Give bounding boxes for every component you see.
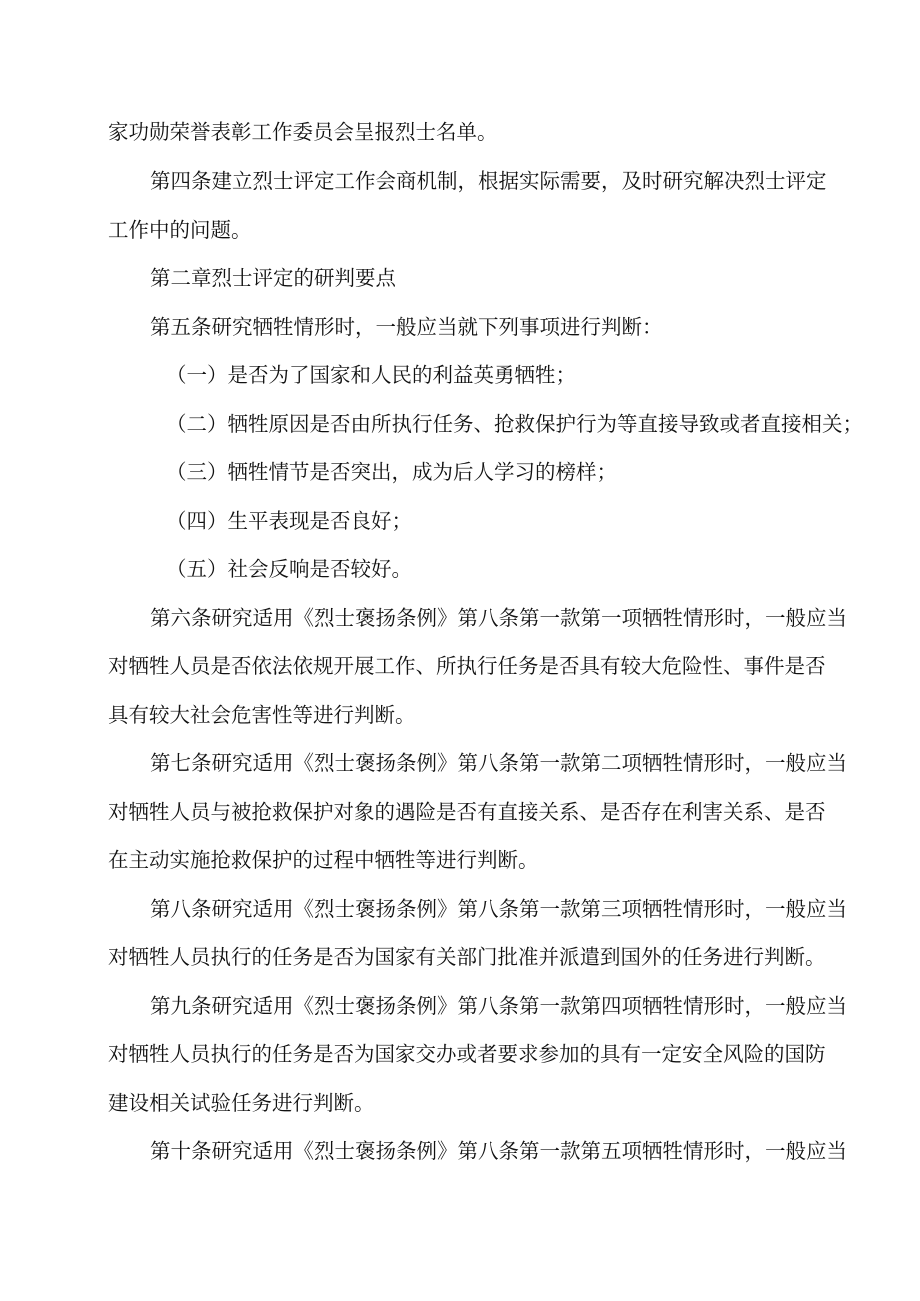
text-line: 家功勋荣誉表彰工作委员会呈报烈士名单。 [108, 120, 498, 144]
text-line: 具有较大社会危害性等进行判断。 [108, 703, 416, 727]
text-line: 在主动实施抢救保护的过程中牺牲等进行判断。 [108, 848, 539, 872]
text-line: 建设相关试验任务进行判断。 [108, 1091, 375, 1115]
text-line: 第九条研究适用《烈士褒扬条例》第八条第一款第四项牺牲情形时，一般应当 [150, 994, 847, 1018]
text-line: 第六条研究适用《烈士褒扬条例》第八条第一款第一项牺牲情形时，一般应当 [150, 606, 847, 630]
text-line: 对牺牲人员与被抢救保护对象的遇险是否有直接关系、是否存在利害关系、是否 [108, 800, 826, 824]
text-line: 工作中的问题。 [108, 218, 252, 242]
text-line: 第八条研究适用《烈士褒扬条例》第八条第一款第三项牺牲情形时，一般应当 [150, 897, 847, 921]
text-line: 第四条建立烈士评定工作会商机制，根据实际需要，及时研究解决烈士评定 [150, 169, 827, 193]
text-line: 对牺牲人员是否依法依规开展工作、所执行任务是否具有较大危险性、事件是否 [108, 654, 826, 678]
list-item: （三）牺牲情节是否突出，成为后人学习的榜样； [166, 460, 617, 484]
list-item: （四）生平表现是否良好； [166, 509, 412, 533]
chapter-heading: 第二章烈士评定的研判要点 [150, 266, 396, 290]
text-line: 对牺牲人员执行的任务是否为国家交办或者要求参加的具有一定安全风险的国防 [108, 1042, 826, 1066]
list-item: （一）是否为了国家和人民的利益英勇牺牲； [166, 363, 576, 387]
text-line: 第十条研究适用《烈士褒扬条例》第八条第一款第五项牺牲情形时，一般应当 [150, 1139, 847, 1163]
list-item: （五）社会反响是否较好。 [166, 557, 412, 581]
text-line: 第五条研究牺牲情形时，一般应当就下列事项进行判断： [150, 315, 663, 339]
text-line: 对牺牲人员执行的任务是否为国家有关部门批准并派遣到国外的任务进行判断。 [108, 945, 826, 969]
list-item: （二）牺牲原因是否由所执行任务、抢救保护行为等直接导致或者直接相关； [166, 412, 863, 436]
text-line: 第七条研究适用《烈士褒扬条例》第八条第一款第二项牺牲情形时，一般应当 [150, 751, 847, 775]
